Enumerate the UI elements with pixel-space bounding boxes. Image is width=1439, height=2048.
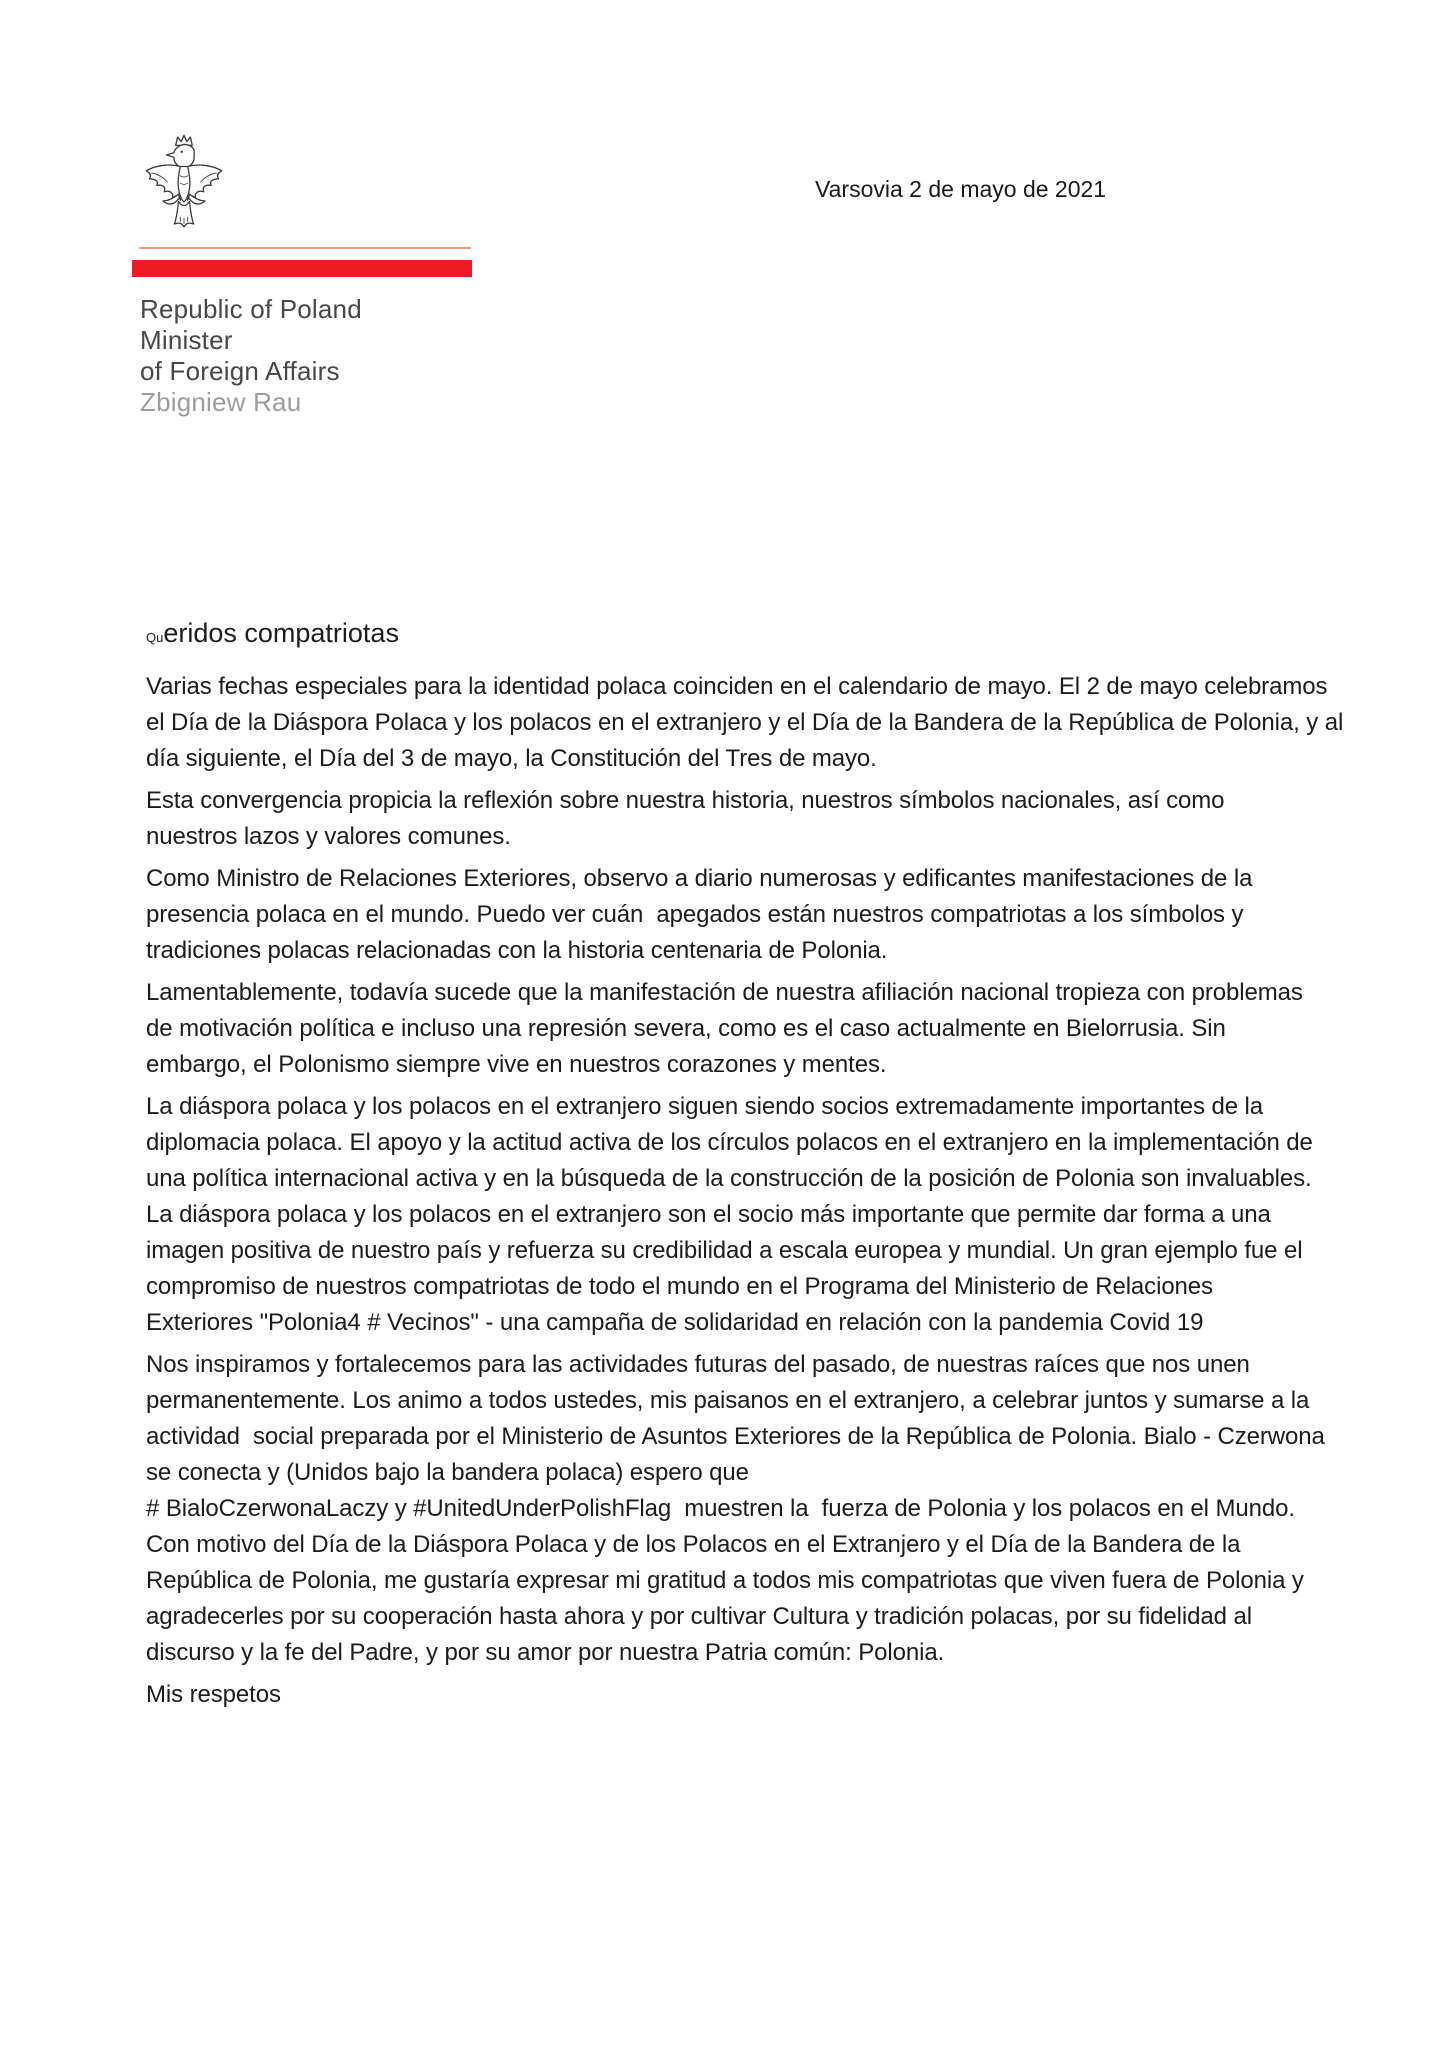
polish-eagle-icon [138,133,230,235]
red-flag-bar [132,260,472,277]
sender-title-1: Minister [140,325,233,355]
paragraph-line: Exteriores "Polonia4 # Vecinos" - una campaña de solidaridad en relación con la pandemia Covid 19 [146,1309,1204,1336]
paragraph-line: actividad social preparada por el Ministerio de Asuntos Exteriores de la República de Polonia. Bialo - Czerwona [146,1423,1325,1450]
paragraph-line: Con motivo del Día de la Diáspora Polaca y de los Polacos en el Extranjero y el Día de la Bandera de la [146,1531,1241,1558]
paragraph [146,669,1438,777]
paragraph-line: # BialoCzerwonaLaczy y #UnitedUnderPolishFlag muestren la fuerza de Polonia y los polacos en el Mundo. [146,1495,1295,1522]
closing-text: Mis respetos [146,1681,281,1708]
sender-title-2: of Foreign Affairs [140,356,340,386]
sender-block [140,294,362,418]
paragraph-line: La diáspora polaca y los polacos en el extranjero son el socio más importante que permite dar forma a una [146,1201,1271,1228]
letter-body [146,616,1438,1719]
paragraph-line: agradecerles por su cooperación hasta ahora y por cultivar Cultura y tradición polacas, por su fidelidad al [146,1603,1252,1630]
closing-paragraph [146,1677,1438,1713]
paragraph-line: día siguiente, el Día del 3 de mayo, la Constitución del Tres de mayo. [146,745,877,772]
paragraph-line: embargo, el Polonismo siempre vive en nuestros corazones y mentes. [146,1051,887,1078]
sender-country: Republic of Poland [140,294,362,324]
paragraph-line: compromiso de nuestros compatriotas de todo el mundo en el Programa del Ministerio de Relaciones [146,1273,1213,1300]
paragraph-line: presencia polaca en el mundo. Puedo ver cuán apegados están nuestros compatriotas a los símbolos y [146,901,1244,928]
sender-name: Zbigniew Rau [140,387,302,417]
paragraph-line: Como Ministro de Relaciones Exteriores, observo a diario numerosas y edificantes manifestaciones de la [146,865,1253,892]
paragraph-line: se conecta y (Unidos bajo la bandera polaca) espero que [146,1459,749,1486]
salutation-text: eridos compatriotas [163,618,399,648]
paragraph-line: permanentemente. Los animo a todos ustedes, mis paisanos en el extranjero, a celebrar juntos y sumarse a la [146,1387,1310,1414]
letter-date: Varsovia 2 de mayo de 2021 [815,176,1107,202]
salutation-small-prefix: Qu [146,630,164,645]
salutation [146,616,1438,655]
paragraph-line: Nos inspiramos y fortalecemos para las actividades futuras del pasado, de nuestras raíces que nos unen [146,1351,1250,1378]
paragraph-line: de motivación política e incluso una represión severa, como es el caso actualmente en Bielorrusia. Sin [146,1015,1226,1042]
paragraph-line: Lamentablemente, todavía sucede que la manifestación de nuestra afiliación nacional tropieza con problemas [146,979,1303,1006]
paragraph-line: República de Polonia, me gustaría expresar mi gratitud a todos mis compatriotas que viven fuera de Polonia y [146,1567,1304,1594]
paragraph [146,975,1438,1083]
paragraph [146,1089,1438,1341]
paragraph [146,783,1438,855]
paragraph-line: el Día de la Diáspora Polaca y los polacos en el extranjero y el Día de la Bandera de la República de Polonia, y al [146,709,1344,736]
paragraph-line: nuestros lazos y valores comunes. [146,823,511,850]
paragraph [146,861,1438,969]
paragraph-line: diplomacia polaca. El apoyo y la actitud activa de los círculos polacos en el extranjero en la implementación de [146,1129,1313,1156]
paragraph-line: La diáspora polaca y los polacos en el extranjero siguen siendo socios extremadamente importantes de la [146,1093,1264,1120]
paragraph [146,1347,1438,1671]
paragraph-line: Varias fechas especiales para la identidad polaca coinciden en el calendario de mayo. El 2 de mayo celebramos [146,673,1328,700]
paragraph-line: imagen positiva de nuestro país y refuerza su credibilidad a escala europea y mundial. Un gran ejemplo fue el [146,1237,1303,1264]
paragraph-line: una política internacional activa y en la búsqueda de la construcción de la posición de Polonia son invaluables. [146,1165,1312,1192]
paragraph-line: tradiciones polacas relacionadas con la historia centenaria de Polonia. [146,937,888,964]
paragraph-line: Esta convergencia propicia la reflexión sobre nuestra historia, nuestros símbolos nacionales, así como [146,787,1225,814]
paragraph-line: discurso y la fe del Padre, y por su amor por nuestra Patria común: Polonia. [146,1639,945,1666]
letter-paragraphs [146,669,1438,1671]
thin-red-rule [139,247,471,249]
